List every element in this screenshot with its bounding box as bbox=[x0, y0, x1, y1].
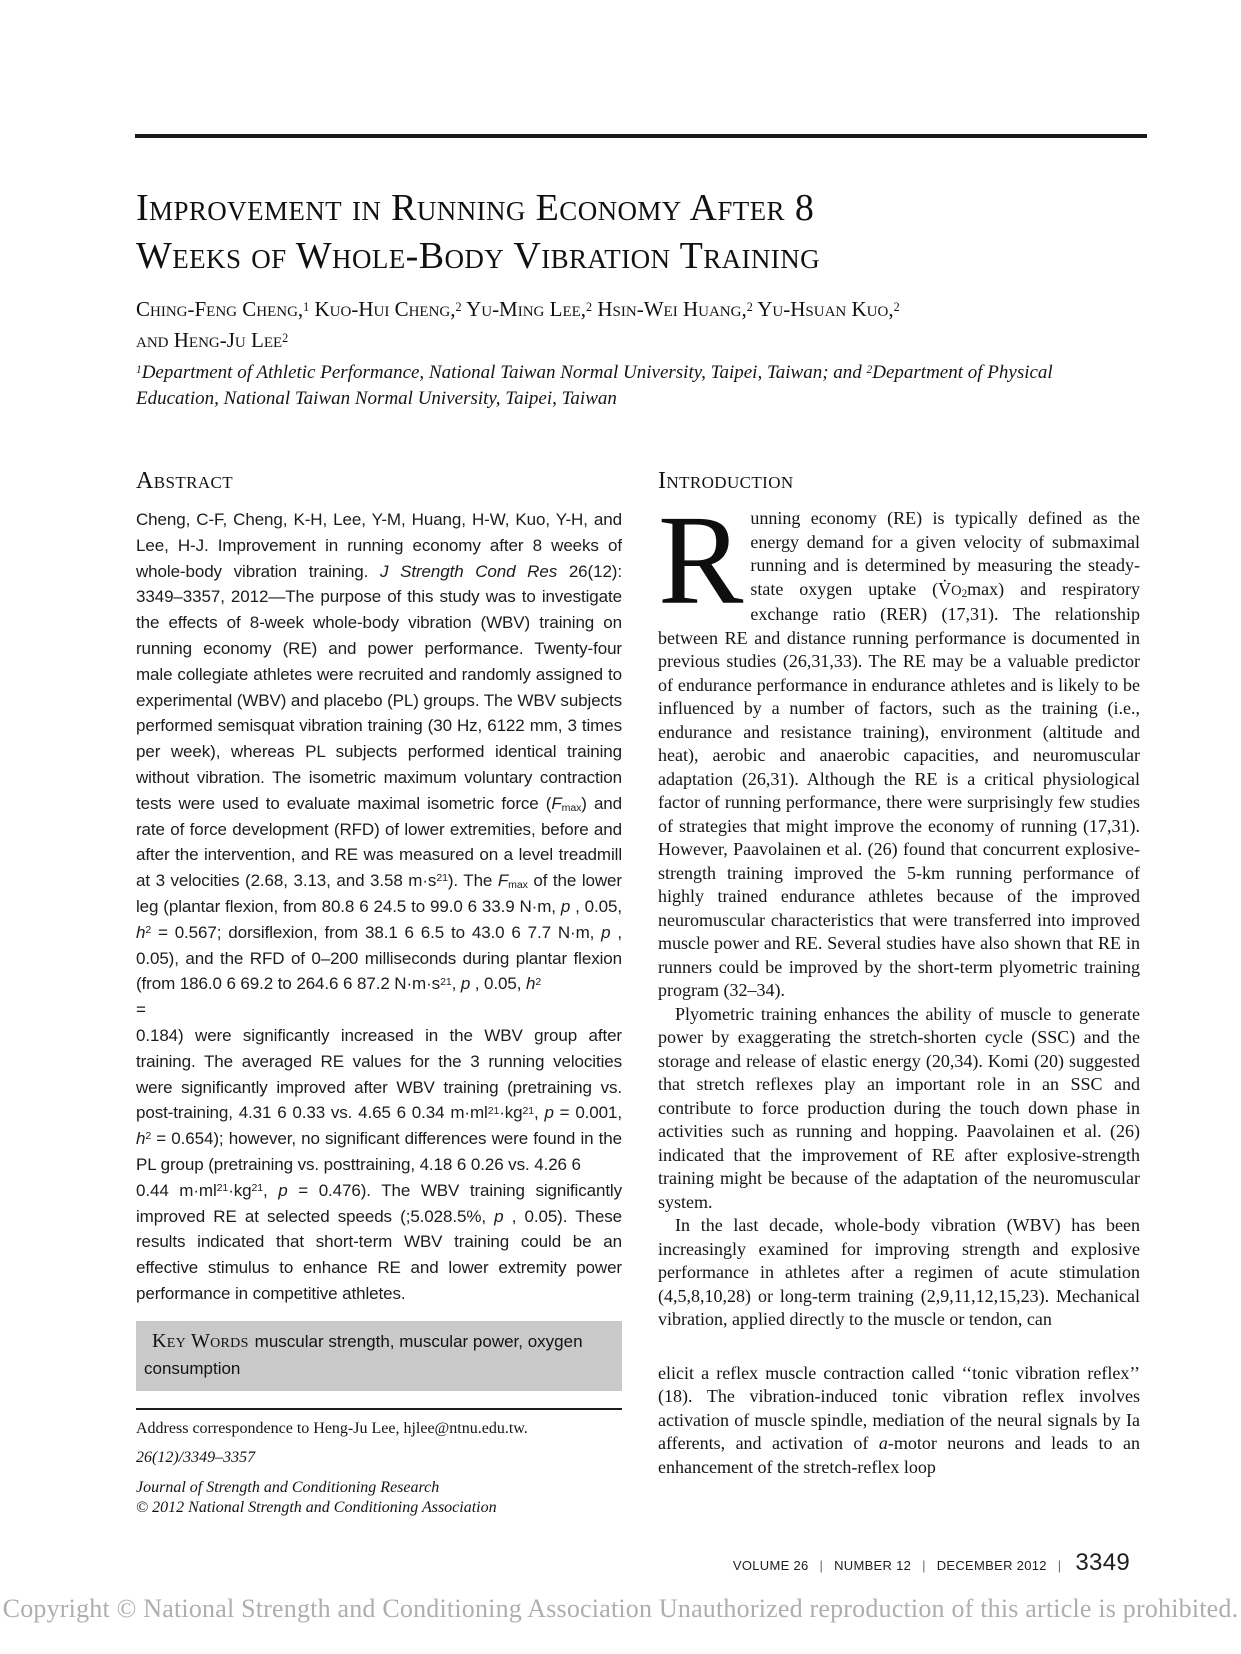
dropcap-letter: R bbox=[658, 489, 742, 631]
footnotes-block bbox=[136, 1419, 622, 1518]
intro-paragraph-3: In the last decade, whole-body vibration (WBV) has been increasingly examined for improving strength and explosive performance in athletes after a regimen of acute stimulation (4,5,8,10,28) or long-term training (2,9,11,12,15,23). Mechanical vibration, applied directly to the muscle or tendon, can bbox=[658, 1215, 1140, 1329]
journal-name: Journal of Strength and Conditioning Research bbox=[136, 1478, 440, 1496]
correspondence-note: Address correspondence to Heng-Ju Lee, hjlee@ntnu.edu.tw. bbox=[136, 1419, 528, 1437]
introduction-text bbox=[658, 489, 1140, 1479]
introduction-heading: Introduction bbox=[658, 468, 794, 494]
keywords-text: muscular strength, muscular power, oxygen consumption bbox=[144, 1331, 583, 1378]
journal-credit bbox=[136, 1478, 622, 1518]
intro-paragraph-4: elicit a reflex muscle contraction called ‘‘tonic vibration reflex’’ (18). The vibration-induced tonic vibration reflex involves activation of muscle spindle, mediation of the neural signals by Ia afferents, and activation of a-motor neurons and leads to an enhancement of the stretch-reflex loop bbox=[658, 1362, 1140, 1477]
footnote-rule bbox=[136, 1408, 622, 1410]
footer-issue-info: VOLUME 26 | NUMBER 12 | DECEMBER 2012 | bbox=[732, 1558, 1062, 1573]
right-column bbox=[658, 468, 1140, 1479]
keywords-box bbox=[136, 1321, 622, 1391]
article-title: Improvement in Running Economy After 8 Weeks of Whole-Body Vibration Training bbox=[136, 187, 821, 277]
issue-pages-note: 26(12)/3349–3357 bbox=[136, 1448, 256, 1466]
intro-paragraph-2: Plyometric training enhances the ability of muscle to generate power by exaggerating the stretch-shorten cycle (SSC) and the storage and release of elastic energy (20,34). Komi (20) suggested that stretch reflexes play an important role in an SSC and contribute to force production during the touch down phase in activities such as running and hopping. Paavolainen et al. (26) indicated that the improvement of RE after explosive-strength training might be because of the adaptation of the neuromuscular system. bbox=[658, 1003, 1140, 1212]
affiliations: $^1$Department of Athletic Performance, National Taiwan Normal University, Taipei, Taiwan; and $^2$Department of Physical Education, National Taiwan Normal University, Taipei, Taiwan bbox=[136, 362, 1053, 409]
abstract-heading: Abstract bbox=[136, 468, 234, 494]
abstract-paragraph: Cheng, C-F, Cheng, K-H, Lee, Y-M, Huang, H-W, Kuo, Y-H, and Lee, H-J. Improvement in running economy after 8 weeks of whole-body vibration training. J Strength Cond Res 26(12): 3349–3357, 2012—The purpose of this study was to investigate the effects of 8-week whole-body vibration (WBV) training on running economy (RE) and power performance. Twenty-four male collegiate athletes were recruited and randomly assigned to experimental (WBV) and placebo (PL) groups. The WBV subjects performed semisquat vibration training (30 Hz, 6122 mm, 3 times per week), whereas PL subjects performed identical training without vibration. The isometric maximum voluntary contraction tests were used to evaluate maximal isometric force $(F_{max})$ and rate of force development (RFD) of lower extremities, before and after the intervention, and RE was measured on a level treadmill at 3 velocities (2.68, 3.13, and 3.58 $m\cdot s^{21}$). The $F_{max}$ of the lower leg (plantar flexion, from 80.8 6 24.5 to 99.0 6 33.9 N·m, p , 0.05, $h^2 = 0.567$; dorsiflexion, from 38.1 6 6.5 to 43.0 6 7.7 N·m, p , 0.05), and the RFD of 0–200 milliseconds during plantar flexion (from 186.0 6 69.2 to 264.6 6 87.2 $N\cdot m\cdot s^{21}$, p , 0.05, $h^2$ bbox=[136, 510, 623, 994]
page-number: 3349 bbox=[1075, 1549, 1130, 1576]
intro-paragraph-1-text: unning economy (RE) is typically defined as the energy demand for a given velocity of submaximal running and is determined by measuring the steady-state oxygen uptake $(V̇O_2\max)$ and respiratory exchange ratio (RER) (17,31). The relationship between RE and distance running performance is documented in previous studies (26,31,33). The RE may be a valuable predictor of endurance performance in endurance athletes and is likely to be influenced by a number of factors, such as the training (i.e., endurance and resistance training), environment (altitude and heat), aerobic and anaerobic capacities, and neuromuscular adaptation (26,31). Although the RE is a critical physiological factor of running performance, there were surprisingly few studies of strategies that might improve the economy of running (17,31). However, Paavolainen et al. (26) found that concurrent explosive-strength training improved the 5-km running performance of highly trained endurance athletes because of the improved neuromuscular characteristics that were transferred into improved muscle power and RE. Several studies have also shown that RE in runners could be improved by the short-term plyometric training program (32–34). bbox=[658, 508, 1140, 1000]
abstract-paragraph: 0.184) were significantly increased in the WBV group after training. The averaged RE values for the 3 running velocities were significantly improved after WBV training (pretraining vs. post-training, 4.31 6 0.33 vs. 4.65 6 0.34 $m\cdot ml^{21}\cdot kg^{21}$, p = 0.001, $h^2 = 0.654$); however, no significant differences were found in the PL group (pretraining vs. posttraining, 4.18 6 0.26 vs. 4.26 6 bbox=[136, 1025, 622, 1174]
author-list: Ching-Feng Cheng,$^1$ Kuo-Hui Cheng,$^2$ Yu-Ming Lee,$^2$ Hsin-Wei Huang,$^2$ Yu-Hsuan Kuo,$^2$ and Heng-Ju Lee$^2$ bbox=[136, 297, 900, 352]
header-rule bbox=[135, 134, 1147, 138]
keywords-label: Key Words bbox=[152, 1329, 249, 1352]
left-column bbox=[136, 468, 622, 1518]
copyright-watermark: Copyright © National Strength and Conditioning Association Unauthorized reproduction of this article is prohibited. bbox=[2, 1594, 1239, 1623]
journal-copyright: © 2012 National Strength and Conditioning Association bbox=[136, 1498, 497, 1516]
page-footer bbox=[733, 1549, 1130, 1577]
abstract-paragraph: 0.44 $m\cdot ml^{21}\cdot kg^{21}$, p = 0.476). The WBV training significantly improved RE at selected speeds (;5.028.5%, p , 0.05). These results indicated that short-term WBV training could be an effective stimulus to enhance RE and lower extremity power performance in competitive athletes. bbox=[136, 1180, 623, 1303]
abstract-text bbox=[136, 507, 622, 1307]
intro-paragraph-1 bbox=[658, 489, 1140, 1003]
abstract-paragraph: = bbox=[136, 1000, 146, 1020]
